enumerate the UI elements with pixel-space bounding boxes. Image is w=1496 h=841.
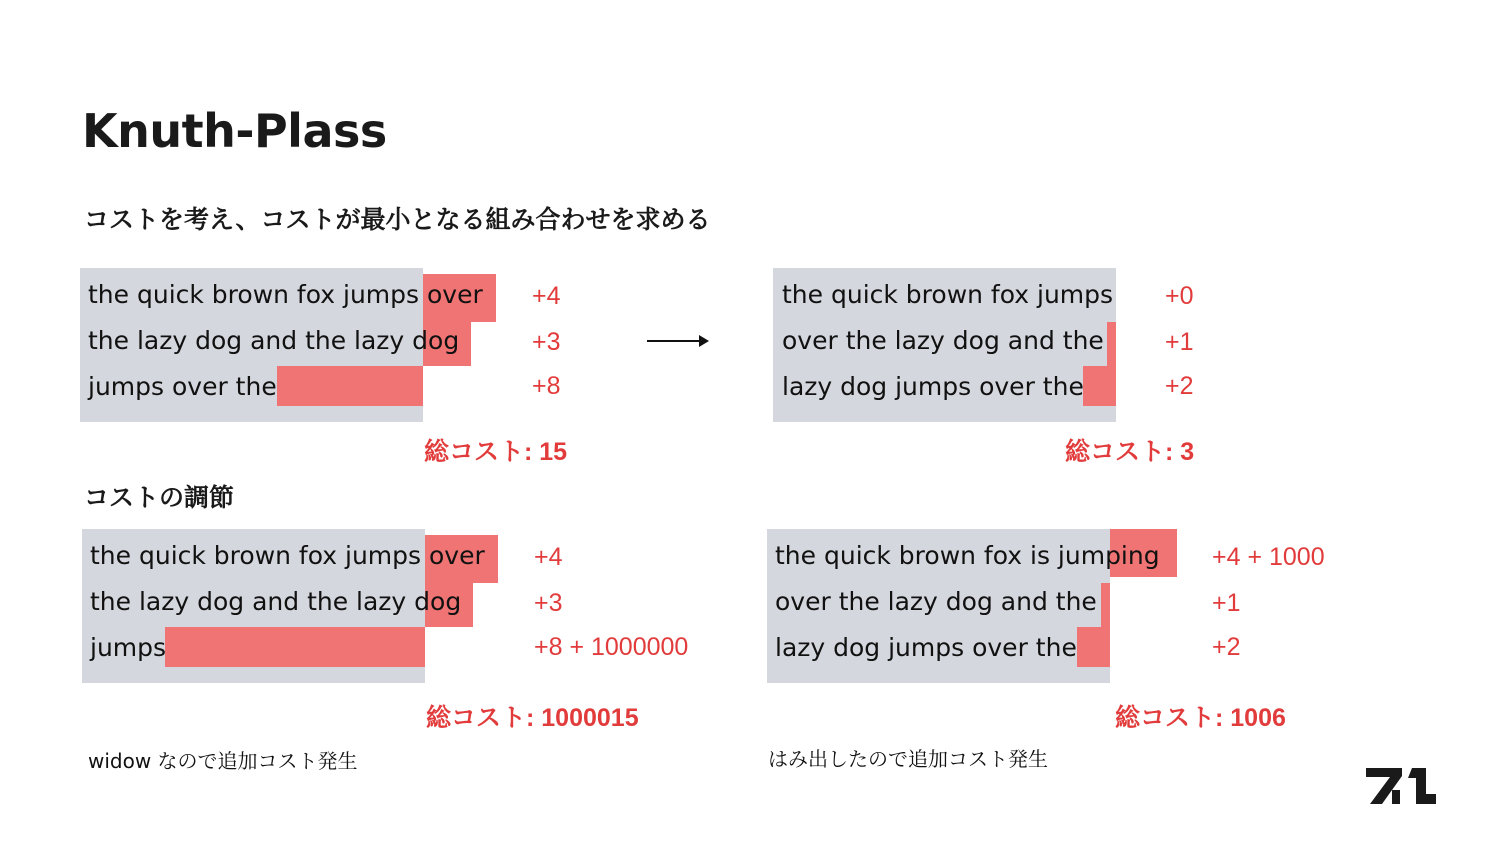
text-line: the quick brown fox jumps over [88, 280, 483, 309]
line-cost: +1 [1165, 328, 1194, 356]
total-cost: 総コスト: 1000015 [426, 704, 639, 732]
line-cost: +8 [532, 372, 561, 400]
text-line: jumps [90, 633, 167, 662]
gap-mark [165, 627, 425, 667]
gap-mark [277, 366, 423, 406]
text-line: the quick brown fox is jumping [775, 541, 1160, 570]
total-cost: 総コスト: 3 [1065, 438, 1195, 466]
line-cost: +2 [1212, 633, 1241, 661]
page-subtitle: コストを考え、コストが最小となる組み合わせを求める [84, 205, 711, 234]
text-line: the lazy dog and the lazy dog [90, 587, 462, 616]
text-line: over the lazy dog and the [775, 587, 1097, 616]
line-cost: +4 + 1000 [1212, 543, 1325, 571]
arrow-head-icon [699, 335, 709, 347]
gap-mark [1077, 627, 1110, 667]
line-cost: +3 [534, 589, 563, 617]
widow-note: widow なので追加コスト発生 [88, 749, 358, 773]
line-cost: +0 [1165, 282, 1194, 310]
total-cost: 総コスト: 15 [424, 438, 568, 466]
text-line: the quick brown fox jumps [782, 280, 1114, 309]
gap-mark [1107, 322, 1116, 366]
gap-mark [1101, 583, 1110, 627]
brand-logo [1366, 768, 1438, 804]
text-line: over the lazy dog and the [782, 326, 1104, 355]
line-cost: +4 [532, 282, 561, 310]
line-cost: +4 [534, 543, 563, 571]
overflow-note: はみ出したので追加コスト発生 [768, 747, 1048, 771]
section-heading: コストの調節 [84, 483, 235, 512]
total-cost: 総コスト: 1006 [1115, 704, 1286, 732]
page-title: Knuth-Plass [82, 104, 387, 158]
line-cost: +3 [532, 328, 561, 356]
line-cost: +2 [1165, 372, 1194, 400]
gap-mark [1083, 366, 1116, 406]
text-line: the quick brown fox jumps over [90, 541, 485, 570]
line-cost: +1 [1212, 589, 1241, 617]
text-line: lazy dog jumps over the [775, 633, 1077, 662]
text-line: jumps over the [88, 372, 277, 401]
text-line: lazy dog jumps over the [782, 372, 1084, 401]
arrow-right-icon [647, 340, 701, 342]
line-cost: +8 + 1000000 [534, 633, 689, 661]
text-line: the lazy dog and the lazy dog [88, 326, 460, 355]
